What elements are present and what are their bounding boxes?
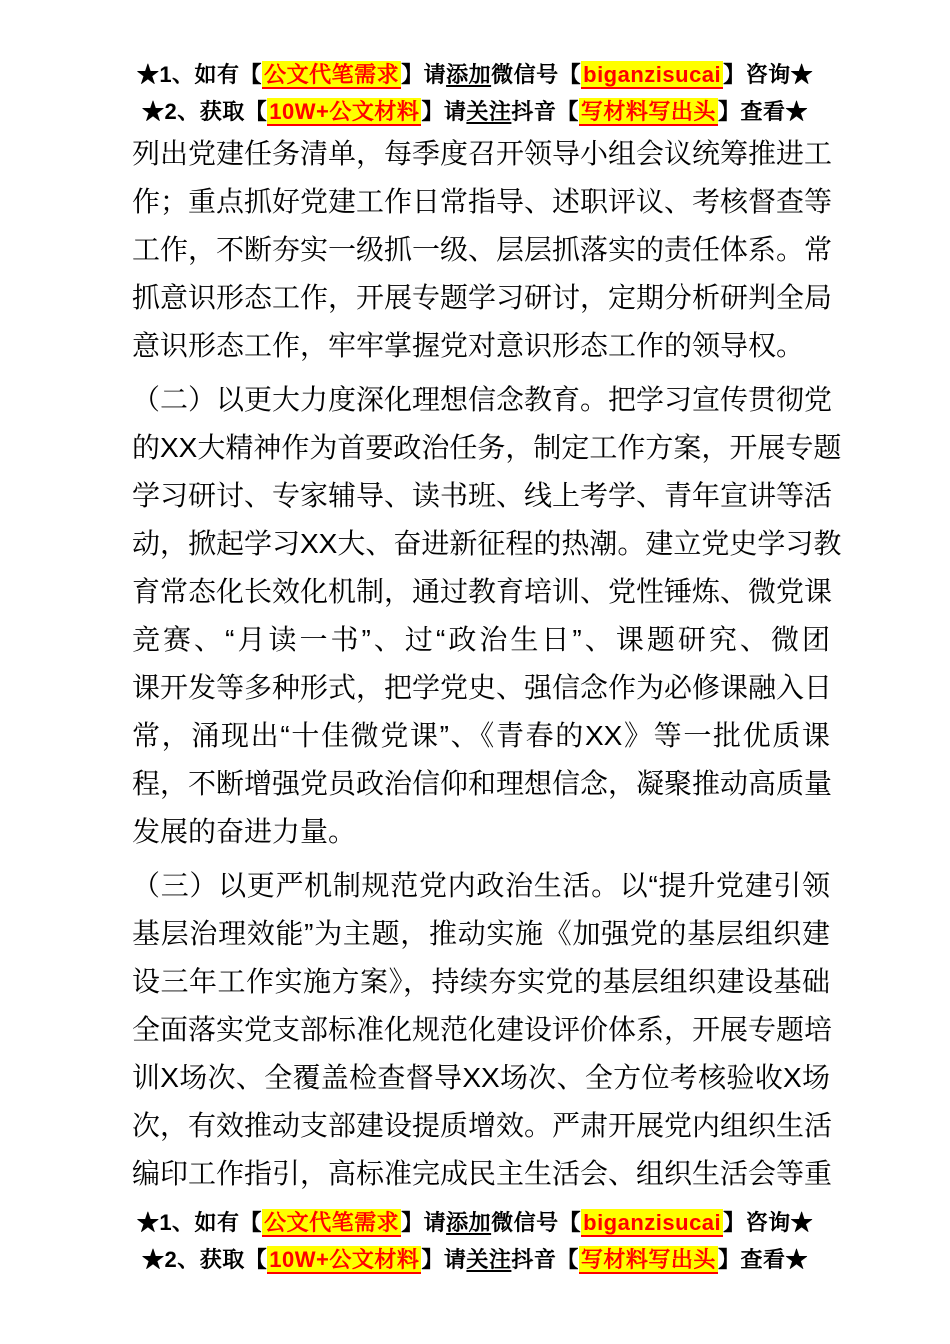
body-line: 动，掀起学习XX大、奋进新征程的热潮。建立党史学习教 [132,528,842,559]
banner-text-segment: 】请 [421,99,467,124]
highlight-term: biganzisucai [583,1210,722,1235]
paragraph-1 [132,130,833,370]
banner-text-segment: 】查看★ [717,1247,808,1272]
body-line: 基层治理效能”为主题，推动实施《加强党的基层组织建 [132,918,830,949]
promo-banner-bottom-line-2 [0,1241,950,1278]
body-line: （三）以更严机制规范党内政治生活。以“提升党建引领 [132,870,830,901]
banner-text-segment: 】咨询★ [723,1210,814,1235]
body-line: 发展的奋进力量。 [132,816,357,847]
highlight-term: biganzisucai [583,62,722,87]
banner-text-segment: 抖音【 [511,99,579,124]
banner-text-segment: 】咨询★ [723,62,814,87]
body-line: 课开发等多种形式，把学党史、强信念作为必修课融入日 [132,672,833,703]
body-line: 学习研讨、专家辅导、读书班、线上考学、青年宣讲等活 [132,480,833,511]
highlight-term: 写材料写出头 [580,99,716,124]
body-line: 列出党建任务清单，每季度召开领导小组会议统筹推进工 [132,138,833,169]
banner-text-segment: 抖音【 [511,1247,579,1272]
banner-text-segment: 微信号【 [491,1210,582,1235]
banner-text-segment: 微信号【 [491,62,582,87]
banner-text-segment: ★2、获取【 [142,99,268,124]
underline-term: 关注 [466,99,512,124]
body-line: 的XX大精神作为首要政治任务，制定工作方案，开展专题 [132,432,842,463]
body-line: 全面落实党支部标准化规范化建设评价体系，开展专题培 [132,1014,833,1045]
body-line: 次，有效推动支部建设提质增效。严肃开展党内组织生活 [132,1110,833,1141]
banner-text-segment: 】查看★ [717,99,808,124]
body-line: 育常态化长效化机制，通过教育培训、党性锤炼、微党课 [132,576,833,607]
banner-text-segment: 】请 [401,62,447,87]
highlight-term: 公文代笔需求 [264,1210,400,1235]
paragraph-3 [132,862,833,1198]
underline-term: 添加 [446,62,492,87]
banner-text-segment: ★2、获取【 [142,1247,268,1272]
body-line: 工作，不断夯实一级抓一级、层层抓落实的责任体系。常 [132,234,833,265]
promo-banner-top-line-1 [0,56,950,93]
banner-text-segment: 】请 [421,1247,467,1272]
body-line: 训X场次、全覆盖检查督导XX场次、全方位考核验收X场 [132,1062,830,1093]
banner-text-segment: ★1、如有【 [136,1210,263,1235]
document-body [132,130,842,1198]
highlight-term: 10W+公文材料 [269,99,420,124]
highlight-term: 公文代笔需求 [264,62,400,87]
underline-term: 关注 [466,1247,512,1272]
promo-banner-top-line-2 [0,93,950,130]
body-line: 程，不断增强党员政治信仰和理想信念，凝聚推动高质量 [132,768,833,799]
highlight-term: 写材料写出头 [580,1247,716,1272]
promo-banner-bottom-line-1 [0,1204,950,1241]
banner-text-segment: ★1、如有【 [136,62,263,87]
body-line: 竞赛、“月读一书”、过“政治生日”、课题研究、微团 [132,624,830,655]
body-line: 常，涌现出“十佳微党课”、《青春的XX》等一批优质课 [132,720,830,751]
highlight-term: 10W+公文材料 [269,1247,420,1272]
body-line: 抓意识形态工作，开展专题学习研讨，定期分析研判全局 [132,282,833,313]
body-line: 作；重点抓好党建工作日常指导、述职评议、考核督查等 [132,186,833,217]
paragraph-2 [132,376,842,856]
body-line: （二）以更大力度深化理想信念教育。把学习宣传贯彻党 [132,384,833,415]
promo-banner-top [0,0,950,130]
body-line: 设三年工作实施方案》，持续夯实党的基层组织建设基础 [132,966,830,997]
promo-banner-bottom [0,1204,950,1278]
banner-text-segment: 】请 [401,1210,447,1235]
body-line: 编印工作指引，高标准完成民主生活会、组织生活会等重 [132,1158,833,1189]
body-line: 意识形态工作，牢牢掌握党对意识形态工作的领导权。 [132,330,805,361]
underline-term: 添加 [446,1210,492,1235]
